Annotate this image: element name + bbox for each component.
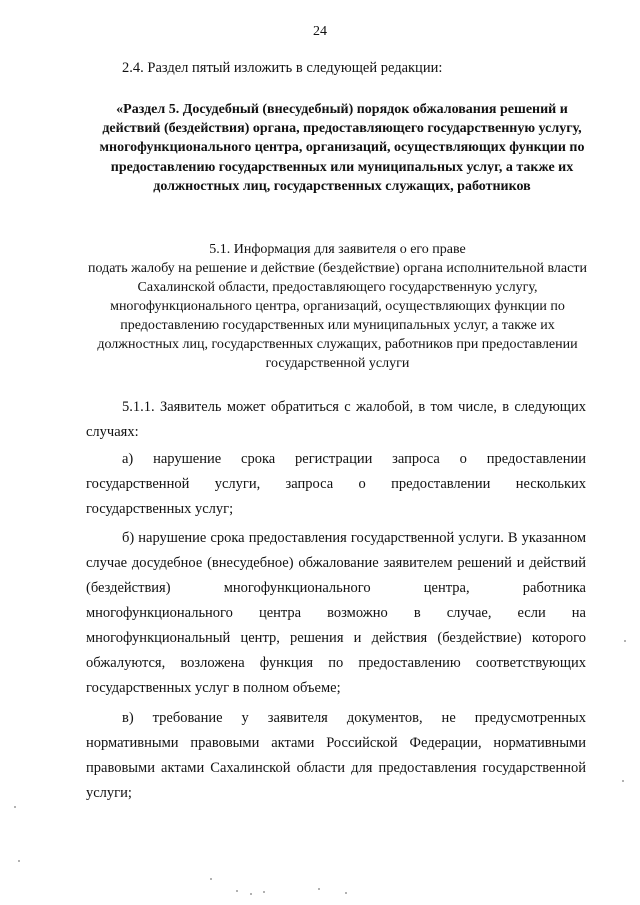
paragraph-5-1-1 (86, 395, 586, 445)
paragraph-v-text: в) требование у заявителя документов, не предусмотренных нормативными правовыми актами Российской Федерации, нормативными правовыми актами Сахалинской области для предоставления государственной услуги; (86, 710, 586, 801)
scan-speckle (14, 806, 16, 808)
scan-speckle (318, 888, 320, 890)
subsection-heading: 5.1. Информация для заявителя о его праве (209, 242, 466, 257)
page-number: 24 (313, 24, 327, 39)
paragraph-a-text: а) нарушение срока регистрации запроса о предоставлении государственной услуги, запроса о предоставлении нескольких государственных услуг; (86, 451, 586, 517)
scan-speckle (263, 891, 265, 893)
paragraph-5-1-1-text: 5.1.1. Заявитель может обратиться с жалобой, в том числе, в следующих случаях: (86, 399, 586, 440)
scan-speckle (250, 893, 252, 895)
subsection-text: подать жалобу на решение и действие (бездействие) органа исполнительной власти Сахалинской области, предоставляющего государственную услугу, многофункционального центра, организаций, осуществляющих функции по предоставлению государственных или муниципальных услуг, а также их должностных лиц, государственных служащих, работников при предоставлении государственной услуги (88, 261, 587, 371)
scan-speckle (236, 890, 238, 892)
paragraph-b-text: б) нарушение срока предоставления государственной услуги. В указанном случае досудебное (внесудебное) обжалование заявителем решений и действий (бездействия) многофункционального центра, работника многофункционального центра возможно в случае, если на многофункциональный центр, решения и действия (бездействие) которого обжалуются, возложена функция по предоставлению соответствующих государственных услуг в полном объеме; (86, 530, 586, 696)
scan-speckle (345, 892, 347, 894)
paragraph-v (86, 706, 586, 806)
scan-speckle (622, 780, 624, 782)
paragraph-a (86, 447, 586, 522)
subsection-5-1 (80, 240, 595, 373)
scan-speckle (18, 860, 20, 862)
scan-speckle (624, 640, 626, 642)
amendment-intro: 2.4. Раздел пятый изложить в следующей редакции: (122, 60, 443, 76)
scan-speckle (210, 878, 212, 880)
paragraph-b (86, 526, 586, 701)
section-title: «Раздел 5. Досудебный (внесудебный) порядок обжалования решений и действий (бездействия) органа, предоставляющего государственную услугу, многофункционального центра, организаций, осуществляющих функции по предоставлению государственных или муниципальных услуг, а также их должностных лиц, государственных служащих, работников (99, 102, 585, 194)
